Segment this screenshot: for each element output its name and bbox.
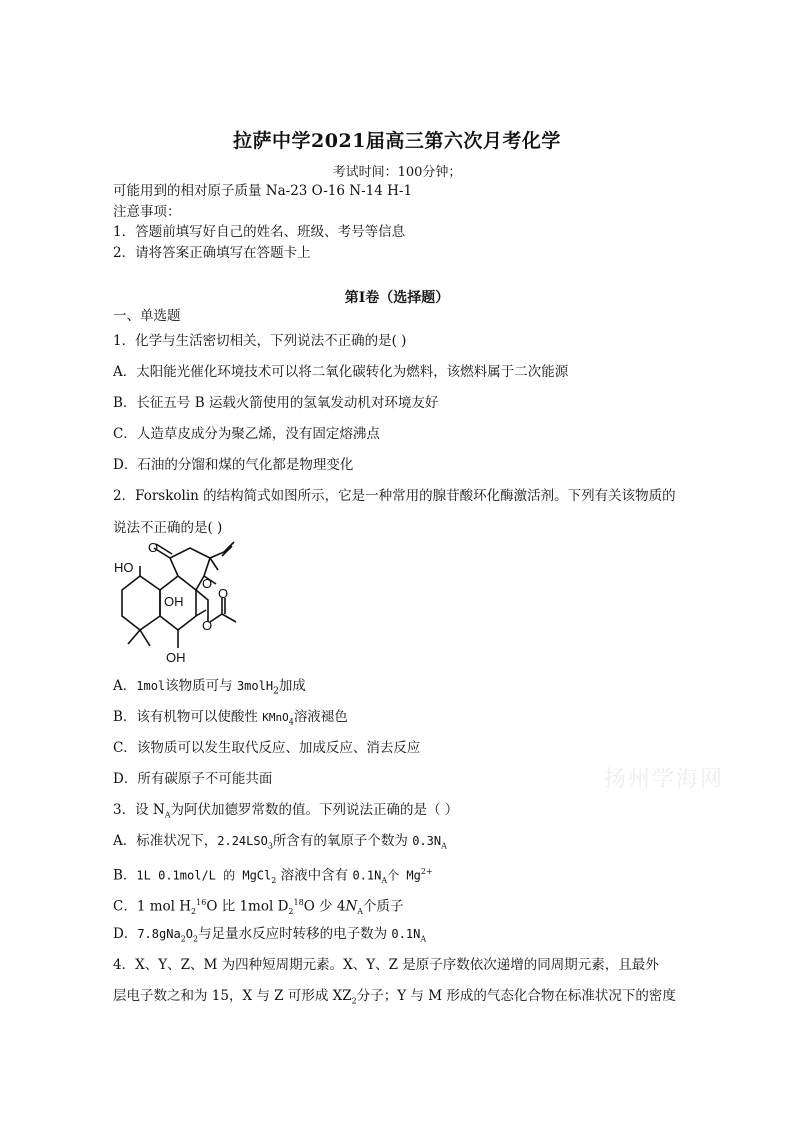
q1-option-b: B．长征五号 B 运载火箭使用的氢氧发动机对环境友好 — [113, 395, 439, 411]
q2-stem-line-1: 2．Forskolin 的结构简式如图所示，它是一种常用的腺苷酸环化酶激活剂。下列有关该物质的 — [113, 488, 676, 504]
ketone-o-label: O — [148, 540, 159, 555]
q2-option-c: C．该物质可以发生取代反应、加成反应、消去反应 — [113, 740, 421, 756]
notes-heading: 注意事项： — [113, 204, 181, 220]
q4-line-1: 4．X、Y、Z、M 为四种短周期元素。X、Y、Z 是原子序数依次递增的同周期元素，且最外 — [113, 957, 659, 973]
q3-stem: 3．设 $N_A$为阿伏加德罗常数的值。下列说法正确的是（ ） — [113, 802, 459, 820]
ho-left-label: HO — [114, 560, 134, 575]
section-part: 一、单选题 — [113, 308, 181, 324]
oh-bottom-label: OH — [166, 650, 186, 665]
q2-option-d: D．所有碳原子不可能共面 — [113, 771, 273, 787]
atomic-masses: 可能用到的相对原子质量 Na-23 O-16 N-14 H-1 — [113, 183, 413, 199]
carbonyl-o-label: O — [218, 586, 229, 601]
q1-option-c: C．人造草皮成分为聚乙烯，没有固定熔沸点 — [113, 426, 380, 442]
exam-time: 考试时间：100分钟； — [332, 165, 462, 180]
ester-o-label: O — [202, 618, 213, 633]
q1-option-d: D．石油的分馏和煤的气化都是物理变化 — [113, 457, 354, 473]
q3-option-d: D．$7.8gNa_2O_2$与足量水反应时转移的电子数为 $0.1N_A$ — [113, 926, 427, 944]
page-title: 拉萨中学2021届高三第六次月考化学 — [233, 130, 561, 152]
ring-o-label: O — [202, 576, 213, 591]
q1-option-a: A．太阳能光催化环境技术可以将二氧化碳转化为燃料，该燃料属于二次能源 — [113, 364, 569, 380]
forskolin-structure — [110, 540, 250, 670]
oh-mid-label: OH — [164, 594, 184, 609]
q4-line-2: 层电子数之和为 15，X 与 Z 可形成 $XZ_2$分子；Y 与 M 形成的气态化合物在标准状况下的密度 — [113, 988, 676, 1006]
watermark: 扬州学海网 — [604, 767, 725, 792]
q3-option-b: B．1L 0.1mol/L 的 MgCl$_2$ 溶液中含有 $0.1N_A$个 $Mg^{2+}$ — [113, 867, 433, 886]
section-title: 第I卷（选择题） — [344, 290, 450, 306]
note-1: 1．答题前填写好自己的姓名、班级、考号等信息 — [113, 224, 406, 240]
q2-option-a: A．1mol该物质可与 3molH$_2$加成 — [113, 678, 306, 697]
q3-option-c: C．1 mol $H_2^{16}O$ 比 1mol $D_2^{18}O$ 少 $4N_A$个质子 — [113, 898, 404, 917]
q2-option-b: B．该有机物可以使酸性 KMnO$_4$溶液褪色 — [113, 709, 348, 727]
note-2: 2．请将答案正确填写在答题卡上 — [113, 245, 311, 261]
q3-option-a: A．标准状况下，$2.24LSO_3$所含有的氧原子个数为 $0.3N_A$ — [113, 833, 447, 851]
q1-stem: 1．化学与生活密切相关，下列说法不正确的是( ) — [113, 333, 407, 349]
q2-stem-line-2: 说法不正确的是( ) — [113, 520, 223, 536]
